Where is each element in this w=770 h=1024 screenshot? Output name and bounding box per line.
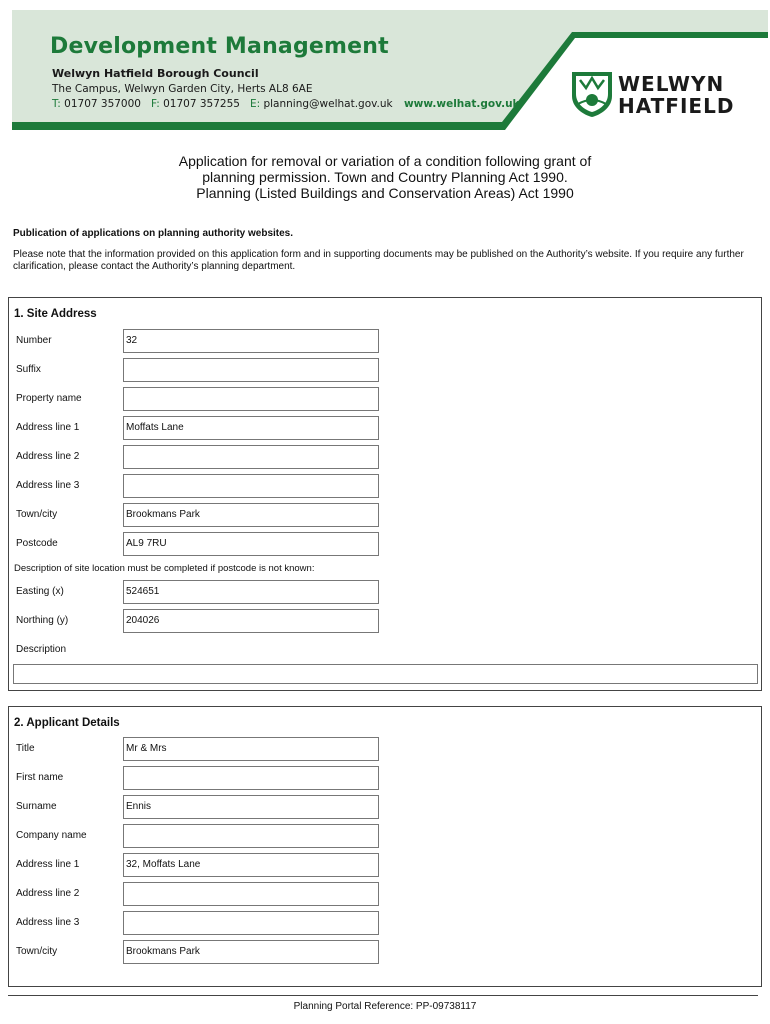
address-line-2-field[interactable] <box>123 445 379 469</box>
field-label: Address line 1 <box>16 859 80 870</box>
website-link[interactable]: www.welhat.gov.uk <box>403 98 520 110</box>
portal-reference: Planning Portal Reference: PP-09738117 <box>293 1001 477 1012</box>
form-title-line-1: Application for removal or variation of a condition following grant of <box>178 153 592 169</box>
field-label: Address line 1 <box>16 422 80 433</box>
welwyn-hatfield-crest-icon <box>570 70 614 118</box>
description-label: Description <box>16 644 67 655</box>
applicant-town-city-field[interactable]: Brookmans Park <box>123 940 379 964</box>
email-label: E: <box>249 98 261 110</box>
fax-value: 01707 357255 <box>163 98 240 110</box>
tel-value: 01707 357000 <box>64 98 141 110</box>
field-row-address-line-2 <box>9 882 761 906</box>
field-row-address-line-2 <box>9 445 761 469</box>
address-line-1-field[interactable]: Moffats Lane <box>123 416 379 440</box>
field-row-property-name <box>9 387 761 411</box>
field-label: Northing (y) <box>16 615 69 626</box>
property-name-field[interactable] <box>123 387 379 411</box>
council-address: The Campus, Welwyn Garden City, Herts AL8 6AE <box>52 83 313 95</box>
field-row-title <box>9 737 761 761</box>
field-label: Number <box>16 335 52 346</box>
field-row-town-city <box>9 940 761 964</box>
description-field[interactable] <box>13 664 758 684</box>
form-title-line-3: Planning (Listed Buildings and Conservation Areas) Act 1990 <box>196 185 574 201</box>
suffix-field[interactable] <box>123 358 379 382</box>
applicant-address-line-3-field[interactable] <box>123 911 379 935</box>
logo-text-hatfield: HATFIELD <box>618 94 735 118</box>
postcode-field[interactable]: AL9 7RU <box>123 532 379 556</box>
address-line-3-field[interactable] <box>123 474 379 498</box>
site-address-section <box>8 297 762 691</box>
company-name-field[interactable] <box>123 824 379 848</box>
field-label: Easting (x) <box>16 586 64 597</box>
form-title-line-2: planning permission. Town and Country Planning Act 1990. <box>202 169 568 185</box>
field-row-northing <box>9 609 761 633</box>
logo-text-welwyn: WELWYN <box>618 72 725 96</box>
field-label: Property name <box>16 393 82 404</box>
footer-divider <box>8 995 758 996</box>
field-row-company-name <box>9 824 761 848</box>
field-label: Town/city <box>16 509 58 520</box>
council-name: Welwyn Hatfield Borough Council <box>52 67 259 80</box>
email-value: planning@welhat.gov.uk <box>263 98 393 110</box>
applicant-address-line-2-field[interactable] <box>123 882 379 906</box>
field-label: Address line 3 <box>16 480 80 491</box>
field-row-address-line-1 <box>9 853 761 877</box>
field-label: Address line 3 <box>16 917 80 928</box>
field-row-town-city <box>9 503 761 527</box>
field-label: Title <box>16 743 35 754</box>
field-row-address-line-1 <box>9 416 761 440</box>
field-row-easting <box>9 580 761 604</box>
field-row-first-name <box>9 766 761 790</box>
field-label: Address line 2 <box>16 888 80 899</box>
number-field[interactable]: 32 <box>123 329 379 353</box>
title-field[interactable]: Mr & Mrs <box>123 737 379 761</box>
field-row-suffix <box>9 358 761 382</box>
publication-notice: Please note that the information provided on this application form and in supporting documents may be published on the Authority’s website. If you require any further clarification, please contact the Authority’s planning department. <box>13 249 744 272</box>
field-row-address-line-3 <box>9 474 761 498</box>
department-title: Development Management <box>50 34 389 59</box>
easting-field[interactable]: 524651 <box>123 580 379 604</box>
town-city-field[interactable]: Brookmans Park <box>123 503 379 527</box>
applicant-address-line-1-field[interactable]: 32, Moffats Lane <box>123 853 379 877</box>
section-title: 2. Applicant Details <box>14 717 120 729</box>
field-label: Town/city <box>16 946 58 957</box>
field-label: Address line 2 <box>16 451 80 462</box>
field-label: Company name <box>16 830 87 841</box>
field-label: Surname <box>16 801 57 812</box>
applicant-details-section <box>8 706 762 987</box>
surname-field[interactable]: Ennis <box>123 795 379 819</box>
first-name-field[interactable] <box>123 766 379 790</box>
field-row-surname <box>9 795 761 819</box>
field-row-number <box>9 329 761 353</box>
fax-label: F: <box>151 98 160 110</box>
council-header <box>12 10 768 130</box>
field-row-address-line-3 <box>9 911 761 935</box>
publication-heading: Publication of applications on planning authority websites. <box>13 228 294 239</box>
field-label: Suffix <box>16 364 41 375</box>
form-title <box>0 153 770 201</box>
council-contact <box>52 98 520 110</box>
field-label: First name <box>16 772 64 783</box>
tel-label: T: <box>52 98 61 110</box>
northing-field[interactable]: 204026 <box>123 609 379 633</box>
location-note: Description of site location must be completed if postcode is not known: <box>14 563 315 574</box>
field-label: Postcode <box>16 538 58 549</box>
field-row-postcode <box>9 532 761 556</box>
section-title: 1. Site Address <box>14 308 97 320</box>
